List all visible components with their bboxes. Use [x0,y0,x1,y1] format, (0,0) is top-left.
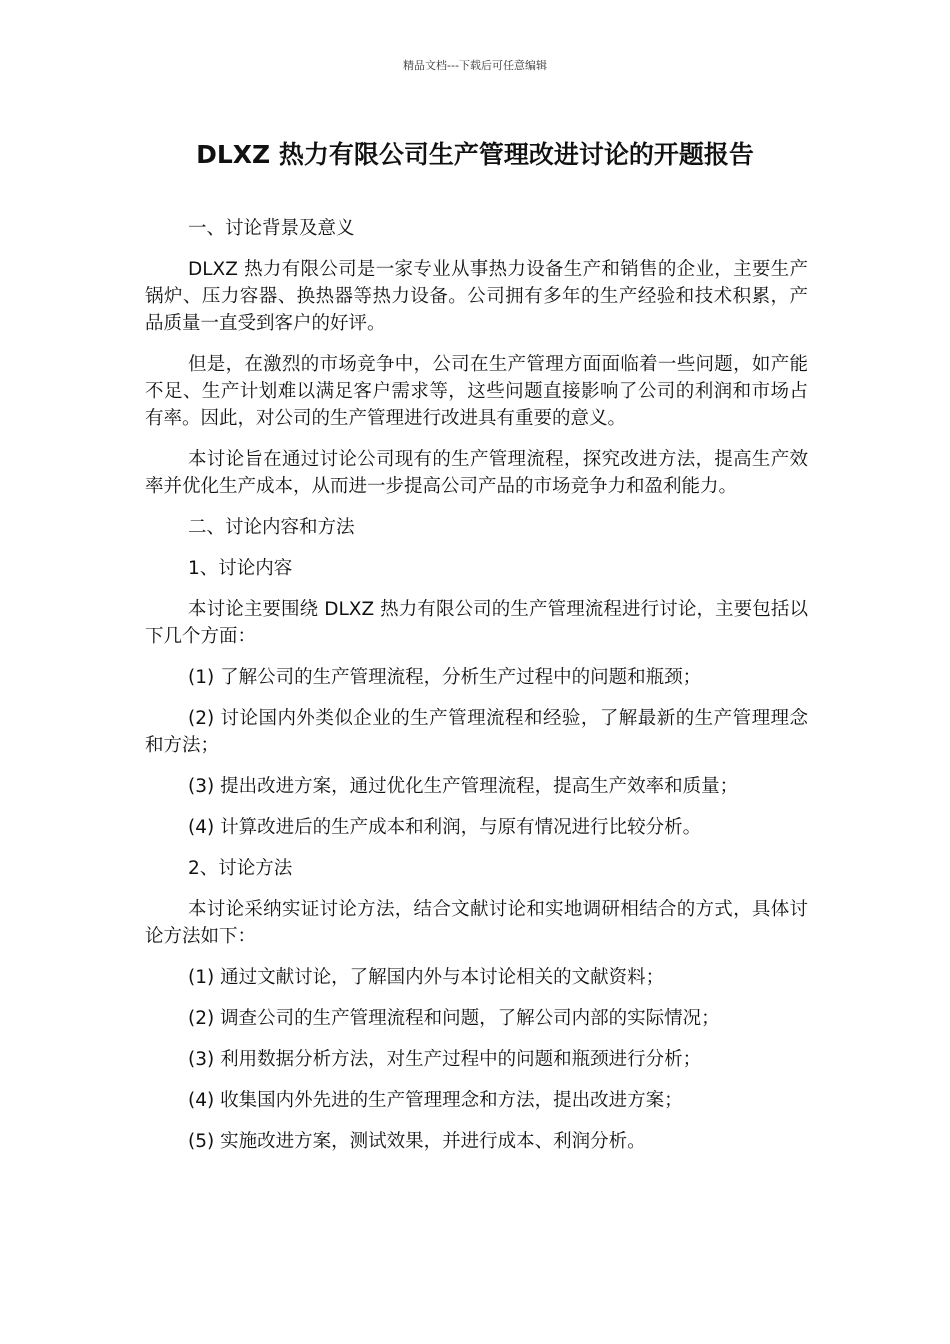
subsection-heading-method: 2、讨论方法 [188,858,293,879]
page-header-note: 精品文档---下载后可任意编辑 [403,59,547,72]
document-body [145,215,808,1169]
paragraph-content-intro: 本讨论主要围绕 DLXZ 热力有限公司的生产管理流程进行讨论，主要包括以下几个方面： [145,599,808,647]
paragraph-problems: 但是，在激烈的市场竞争中，公司在生产管理方面面临着一些问题，如产能不足、生产计划难以满足客户需求等，这些问题直接影响了公司的利润和市场占有率。因此，对公司的生产管理进行改进具有重要的意义。 [145,354,808,429]
paragraph-company-intro: DLXZ 热力有限公司是一家专业从事热力设备生产和销售的企业，主要生产锅炉、压力容器、换热器等热力设备。公司拥有多年的生产经验和技术积累，产品质量一直受到客户的好评。 [145,259,808,334]
paragraph-purpose: 本讨论旨在通过讨论公司现有的生产管理流程，探究改进方法，提高生产效率并优化生产成本，从而进一步提高公司产品的市场竞争力和盈利能力。 [145,449,808,497]
list-item-method-1: (1) 通过文献讨论，了解国内外与本讨论相关的文献资料； [188,967,665,988]
list-item-method-5: (5) 实施改进方案，测试效果，并进行成本、利润分析。 [188,1131,646,1152]
list-item-method-4: (4) 收集国内外先进的生产管理理念和方法，提出改进方案； [188,1090,683,1111]
list-item-content-1: (1) 了解公司的生产管理流程，分析生产过程中的问题和瓶颈； [188,667,702,688]
subsection-heading-content: 1、讨论内容 [188,558,293,579]
list-item-content-2: (2) 讨论国内外类似企业的生产管理流程和经验，了解最新的生产管理理念和方法； [145,708,808,756]
paragraph-method-intro: 本讨论采纳实证讨论方法，结合文献讨论和实地调研相结合的方式，具体讨论方法如下： [145,899,808,947]
list-item-content-4: (4) 计算改进后的生产成本和利润，与原有情况进行比较分析。 [188,817,702,838]
document-title: DLXZ 热力有限公司生产管理改进讨论的开题报告 [196,140,754,169]
list-item-method-2: (2) 调查公司的生产管理流程和问题，了解公司内部的实际情况； [188,1008,720,1029]
section-heading-background: 一、讨论背景及意义 [188,218,355,239]
section-heading-content-method: 二、讨论内容和方法 [188,517,355,538]
list-item-content-3: (3) 提出改进方案，通过优化生产管理流程，提高生产效率和质量； [188,776,739,797]
list-item-method-3: (3) 利用数据分析方法，对生产过程中的问题和瓶颈进行分析； [188,1049,702,1070]
